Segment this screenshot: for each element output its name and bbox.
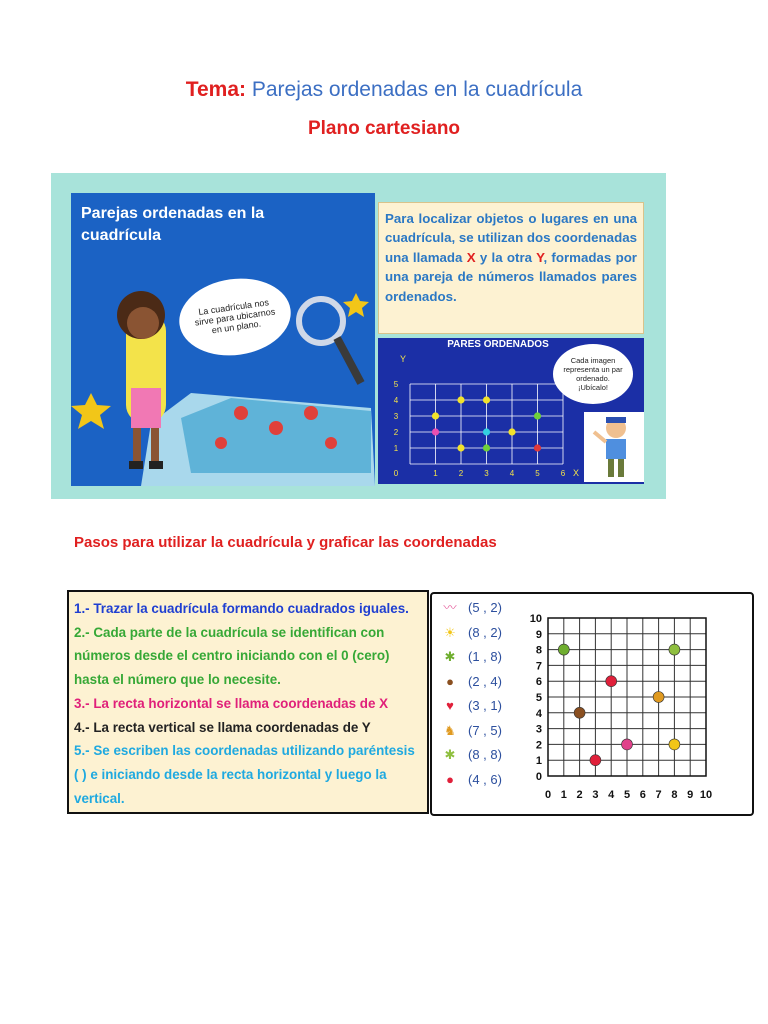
frog-icon	[669, 644, 680, 655]
y-tick-label: 8	[535, 644, 542, 657]
x-tick-label: 1	[560, 789, 567, 801]
x-tick-label: 6	[639, 789, 646, 801]
definition-box	[378, 202, 644, 334]
title-topic: Parejas ordenadas en la cuadrícula	[251, 78, 583, 101]
mini-x-tick: 1	[433, 469, 438, 478]
y-tick-label: 0	[535, 771, 542, 783]
definition-text-1: Para localizar objetos o lugares en una cuadrícula, se utilizan dos coordenadas una llamada	[385, 211, 637, 265]
definition-text-2: y la otra	[475, 249, 537, 265]
ordered-pairs-panel	[378, 338, 644, 484]
y-tick-label: 3	[535, 723, 542, 736]
mini-grid-marker	[432, 428, 439, 435]
mini-y-tick: 1	[393, 444, 399, 453]
pair-label: (1 , 8)	[468, 649, 502, 664]
steps-box	[67, 590, 429, 814]
x-tick-label: 8	[671, 789, 678, 801]
x-tick-label: 0	[544, 789, 552, 801]
mini-grid-marker	[457, 444, 464, 451]
page-title	[0, 78, 768, 102]
panel-title: PARES ORDENADOS	[447, 339, 549, 350]
frog-icon: ✱	[444, 747, 456, 762]
boy-illustration	[584, 412, 644, 482]
mini-grid-marker	[534, 444, 541, 451]
x-tick-label: 9	[687, 789, 694, 801]
grasshopper-icon: ✱	[444, 649, 456, 664]
mini-y-label: Y	[400, 354, 407, 364]
y-tick-label: 6	[535, 676, 542, 689]
x-tick-label: 3	[592, 789, 599, 801]
sun-icon	[669, 739, 680, 750]
mini-y-tick: 4	[393, 396, 399, 405]
y-tick-label: 7	[535, 660, 542, 673]
x-tick-label: 5	[623, 789, 631, 801]
coordinates-box	[430, 592, 754, 816]
heart-icon: ♥	[446, 698, 454, 713]
step-4: 4.- La recta vertical se llama coordenadas de Y	[74, 719, 371, 735]
y-tick-label: 5	[535, 692, 542, 704]
mini-x-tick: 6	[560, 469, 566, 478]
worm-icon: 〰	[443, 600, 457, 615]
step-5: 5.- Se escriben las coordenadas utilizando paréntesis ( ) e iniciando desde la recta horizontal y luego la vertical.	[74, 743, 415, 806]
boy-icon	[584, 412, 644, 482]
mini-y-tick: 3	[393, 412, 399, 421]
strawberry-icon: ●	[446, 771, 454, 787]
mini-grid-marker	[534, 412, 541, 419]
title-label: Tema:	[185, 78, 247, 101]
definition-text-3: , formadas por una pareja de números llamados pares ordenados.	[385, 249, 637, 304]
mini-y-tick: 5	[393, 380, 399, 389]
y-tick-label: 9	[535, 628, 542, 641]
x-tick-label: 7	[655, 789, 662, 801]
pair-label: (4 , 6)	[468, 771, 502, 787]
y-tick-label: 1	[535, 755, 542, 768]
definition-y: Y	[536, 249, 544, 265]
bear-icon	[574, 707, 585, 718]
mini-x-tick: 2	[458, 469, 464, 478]
mini-grid-marker	[457, 396, 464, 403]
sun-icon: ☀	[444, 624, 456, 640]
step-1: 1.- Trazar la cuadrícula formando cuadrados iguales.	[74, 601, 409, 616]
definition-x: X	[466, 249, 476, 265]
mini-x-tick: 5	[535, 469, 540, 478]
heart-icon	[590, 755, 601, 766]
mini-grid-marker	[483, 428, 490, 435]
y-tick-label: 4	[535, 707, 542, 720]
dog-icon	[653, 692, 664, 703]
mini-x-label: X	[573, 468, 580, 478]
worm-icon	[622, 739, 633, 750]
pair-label: (2 , 4)	[468, 673, 502, 689]
y-tick-label: 10	[529, 613, 542, 625]
mini-x-tick: 0	[393, 469, 399, 478]
bear-icon: ●	[446, 673, 454, 689]
mini-grid-marker	[483, 396, 490, 403]
mini-grid-marker	[483, 444, 490, 451]
x-tick-label: 10	[699, 789, 713, 801]
strawberry-icon	[606, 676, 617, 687]
pair-label: (8 , 2)	[468, 624, 502, 640]
banner-title: Parejas ordenadas en la cuadrícula	[81, 205, 265, 244]
pair-label: (7 , 5)	[468, 722, 502, 738]
dog-icon: ♞	[444, 722, 456, 738]
mini-grid-marker	[432, 412, 439, 419]
pair-label: (8 , 8)	[468, 747, 502, 762]
steps-heading: Pasos para utilizar la cuadrícula y graficar las coordenadas	[74, 534, 497, 551]
step-2: 2.- Cada parte de la cuadrícula se identifican con números desde el centro iniciando con el 0 (cero) hasta el número que lo necesite.	[74, 624, 390, 688]
speech-bubble: La cuadrícula nos sirve para ubicarnos en un plano.	[174, 272, 295, 363]
pair-label: (5 , 2)	[468, 600, 502, 615]
banner-illustration	[71, 193, 375, 486]
coordinate-grid	[518, 604, 748, 809]
step-3: 3.- La recta horizontal se llama coordenadas de X	[74, 695, 389, 711]
mini-grid-marker	[508, 428, 515, 435]
grasshopper-icon	[558, 644, 569, 655]
x-tick-label: 4	[608, 789, 615, 801]
panel-bubble: Cada imagen representa un par ordenado. ¡Ubícalo!	[553, 344, 633, 404]
x-tick-label: 2	[576, 789, 583, 801]
y-tick-label: 2	[535, 739, 542, 752]
mini-x-tick: 4	[509, 469, 515, 478]
page-subtitle: Plano cartesiano	[307, 118, 461, 139]
pair-label: (3 , 1)	[468, 698, 502, 713]
mini-y-tick: 2	[393, 428, 399, 437]
mini-x-tick: 3	[484, 469, 489, 478]
